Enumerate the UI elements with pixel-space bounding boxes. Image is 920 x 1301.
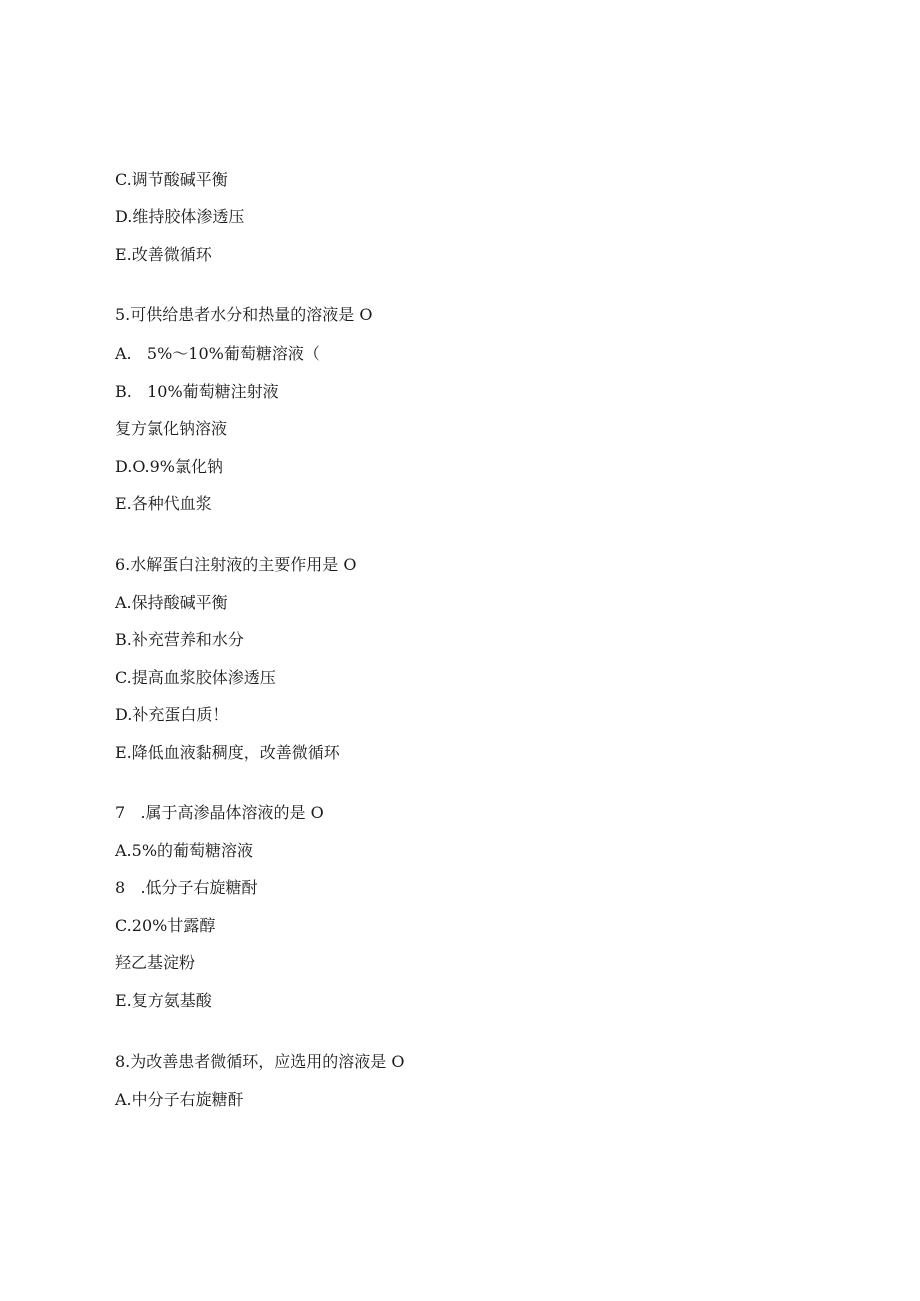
option-a-q5: A. 5%～10%葡萄糖溶液（ [115, 344, 320, 363]
option-e-q5: E.各种代血浆 [115, 494, 212, 513]
question-8: 8.为改善患者微循环，应选用的溶液是 O [115, 1052, 405, 1071]
option-e-q4: E.改善微循环 [115, 245, 212, 264]
option-b-q6: B.补充营养和水分 [115, 630, 244, 649]
option-a-q7: A.5%的葡萄糖溶液 [115, 841, 254, 860]
option-b-q5: B. 10%葡萄糖注射液 [115, 382, 279, 401]
option-b-q7: 8 .低分子右旋糖酎 [115, 878, 258, 897]
question-7: 7 .属于高渗晶体溶液的是 O [115, 803, 324, 822]
option-a-q8: A.中分子右旋糖酐 [115, 1090, 244, 1109]
option-d-q4: D.维持胶体渗透压 [115, 207, 245, 226]
option-c-q4: C.调节酸碱平衡 [115, 170, 228, 189]
option-a-q6: A.保持酸碱平衡 [115, 593, 228, 612]
option-c-q5: 复方氯化钠溶液 [115, 419, 228, 438]
option-d-q7: 羟乙基淀粉 [115, 953, 196, 972]
option-e-q7: E.复方氨基酸 [115, 991, 212, 1010]
option-d-q5: D.O.9%氯化钠 [115, 457, 223, 476]
option-d-q6: D.补充蛋白质！ [115, 705, 229, 724]
option-c-q7: C.20%甘露醇 [115, 916, 216, 935]
option-c-q6: C.提高血浆胶体渗透压 [115, 668, 276, 687]
question-6: 6.水解蛋白注射液的主要作用是 O [115, 555, 357, 574]
question-5: 5.可供给患者水分和热量的溶液是 O [115, 305, 373, 324]
option-e-q6: E.降低血液黏稠度，改善微循环 [115, 743, 340, 762]
